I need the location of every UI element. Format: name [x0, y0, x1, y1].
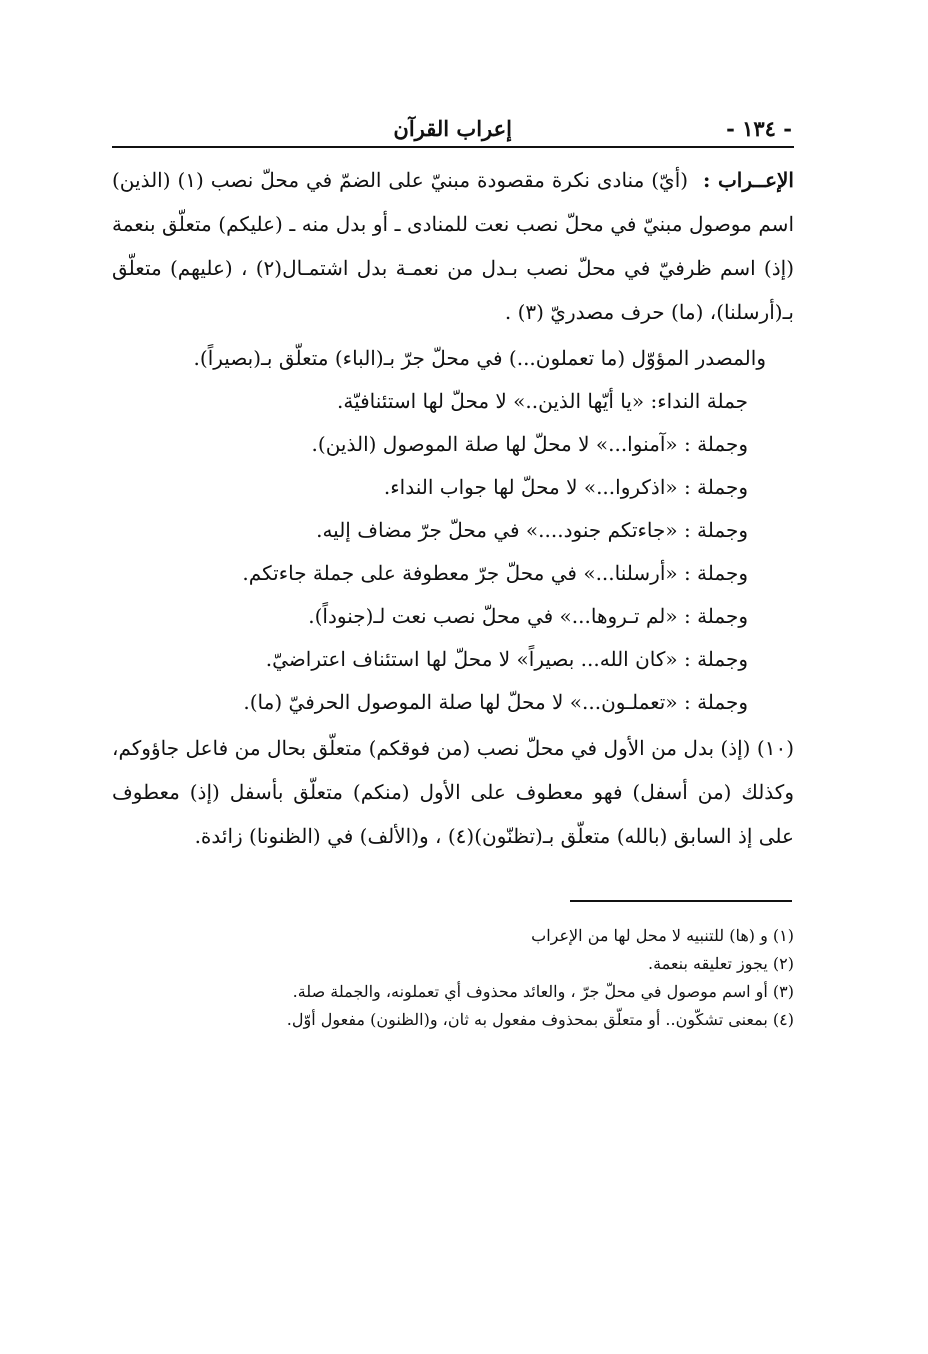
- sentence-line: وجملة : «كان الله... بصيراً» لا محلّ لها استئناف اعتراضيّ.: [265, 647, 748, 671]
- sentence-line: وجملة : «تعملـون...» لا محلّ لها صلة الموصول الحرفيّ (ما).: [243, 690, 748, 714]
- i3rab-text: (أيّ) منادى نكرة مقصودة مبنيّ على الضمّ في محلّ نصب (١) (الذين) اسم موصول مبنيّ في محلّ نصب نعت للمنادى ـ أو بدل منه ـ (عليكم) متعلّق بنعمة (إذ) اسم ظرفيّ في محلّ نصب بـدل من نعمـة بدل اشتمـال(٢) ، (عليهم) متعلّق بـ(أرسلنا)، (ما) حرف مصدريّ (٣) .: [112, 168, 794, 324]
- sentence-line: وجملة : «آمنوا...» لا محلّ لها صلة الموصول (الذين).: [311, 432, 748, 456]
- sentence-line: جملة النداء: «يا أيّها الذين..» لا محلّ لها استئنافيّة.: [336, 389, 748, 413]
- book-page: [112, 112, 794, 1034]
- i3rab-paragraph: [112, 158, 794, 334]
- footnote: (٣) أو اسم موصول في محلّ جرّ ، والعائد محذوف أي تعملونه، والجملة صلة.: [292, 982, 794, 1001]
- section-ten-paragraph: (١٠) (إذ) بدل من الأول في محلّ نصب (من فوقكم) متعلّق بحال من فاعل جاؤوكم، وكذلك (من أسفل) فهو معطوف على الأول (منكم) متعلّق بأسفل (إذ) معطوف على إذ السابق (بالله) متعلّق بـ(تظنّون)(٤) ، و(الألف) في (الظنونا) زائدة.: [112, 736, 794, 848]
- footnote-separator: [570, 900, 792, 902]
- sentence-line: وجملة : «جاءتكم جنود....» في محلّ جرّ مضاف إليه.: [316, 518, 748, 542]
- footnote: (١) و (ها) للتنبيه لا محل لها من الإعراب: [531, 926, 794, 945]
- sentence-line: وجملة : «أرسلنا...» في محلّ جرّ معطوفة على جملة جاءتكم.: [242, 561, 748, 585]
- sentence-line: وجملة : «اذكروا...» لا محلّ لها جواب النداء.: [383, 475, 748, 499]
- footnote: (٢) يجوز تعليقه بنعمة.: [648, 954, 794, 973]
- sentence-list: [112, 380, 794, 724]
- i3rab-label: الإعــراب :: [703, 168, 794, 192]
- sentence-line: وجملة : «لم تـروها...» في محلّ نصب نعت لـ(جنوداً).: [308, 604, 748, 628]
- running-title: إعراب القرآن: [393, 116, 512, 141]
- footnotes: [112, 922, 794, 1034]
- masdar-paragraph: والمصدر المؤوّل (ما تعملون...) في محلّ جرّ بـ(الباء) متعلّق بـ(بصيراً).: [193, 346, 766, 370]
- footnote: (٤) بمعنى تشكّون.. أو متعلّق بمحذوف مفعول به ثان، و(الظنون) مفعول أوّل.: [286, 1010, 794, 1029]
- main-content: [112, 158, 794, 858]
- page-number: - ١٣٤ -: [726, 116, 792, 141]
- page-header: [112, 112, 794, 148]
